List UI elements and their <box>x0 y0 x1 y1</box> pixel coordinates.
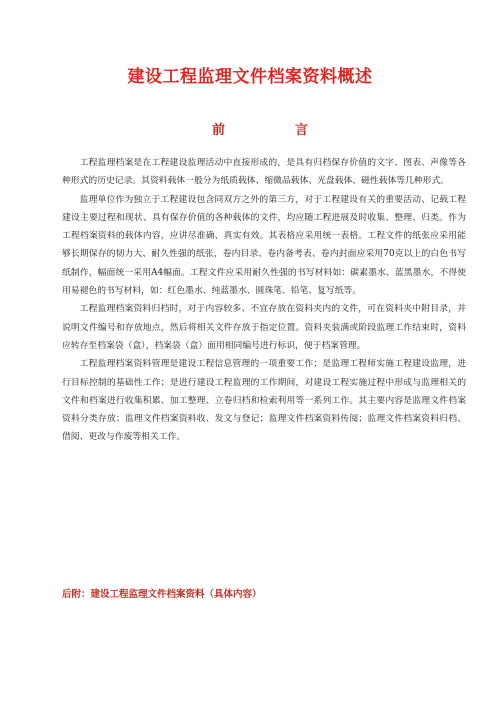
preface-heading-left: 前 <box>211 123 225 138</box>
paragraph-2: 监理单位作为独立于工程建设包含同双方之外的第三方，对于工程建设有关的重要活动、记载工程建设主要过程和现状、具有保存价值的各种载体的文件，均应随工程进展及时收集、整理、归类。作为工程档案资料的载体内容，应讲尽准确、真实有效。其表格应采用统一表格。工程文件的纸张应采用能够长期保存的韧力大、耐久性强的纸张，卷内目录、卷内备考表、卷内封面应采用70克以上的白色书写纸制作，幅面统一采用A4幅面。工程文件应采用耐久性强的书写材料如：碳素墨水、蓝黑墨水，不得使用易褪色的书写材料，如：红色墨水、纯蓝墨水、圆珠笔、铅笔、复写纸等。 <box>62 194 466 297</box>
preface-heading <box>0 119 500 138</box>
paragraph-3: 工程监理档案资料归档时，对于内容较多、不宜存放在资料夹内的文件，可在资料夹中附目录，并说明文件编号和存放地点，然后将相关文件存放于指定位置。资料夹装满或阶段监理工作结束时，资料应转存至档案袋（盒），档案袋（盒）面用相同编号进行标识，便于档案管理。 <box>62 304 466 351</box>
document-title: 建设工程监理文件档案资料概述 <box>127 67 373 87</box>
preface-heading-right: 言 <box>295 123 309 138</box>
paragraph-1: 工程监理档案是在工程建设监理活动中直接形成的，是具有归档保存价值的文字、图表、声像等各种形式的历史记录。其资料载体一般分为纸质载体、缩微品载体、光盘载体、磁性载体等几种形式。 <box>62 158 466 187</box>
footer-note: 后附：建设工程监理文件档案资料（具体内容） <box>62 589 262 600</box>
body-text <box>62 154 466 447</box>
paragraph-4: 工程监理档案资料管理是建设工程信息管理的一项重要工作；是监理工程师实施工程建设监理，进行目标控制的基础性工作；是进行建设工程监理的工作期间，对建设工程实施过程中形成与监理相关的文件和档案进行收集积累、加工整理、立卷归档和检索利用等一系列工作。其主要内容是监理文件档案资料分类存放；监理文件档案资料收、发文与登记；监理文件档案资料传阅；监理文件档案资料归档、借阅、更改与作废等相关工作。 <box>62 359 466 443</box>
